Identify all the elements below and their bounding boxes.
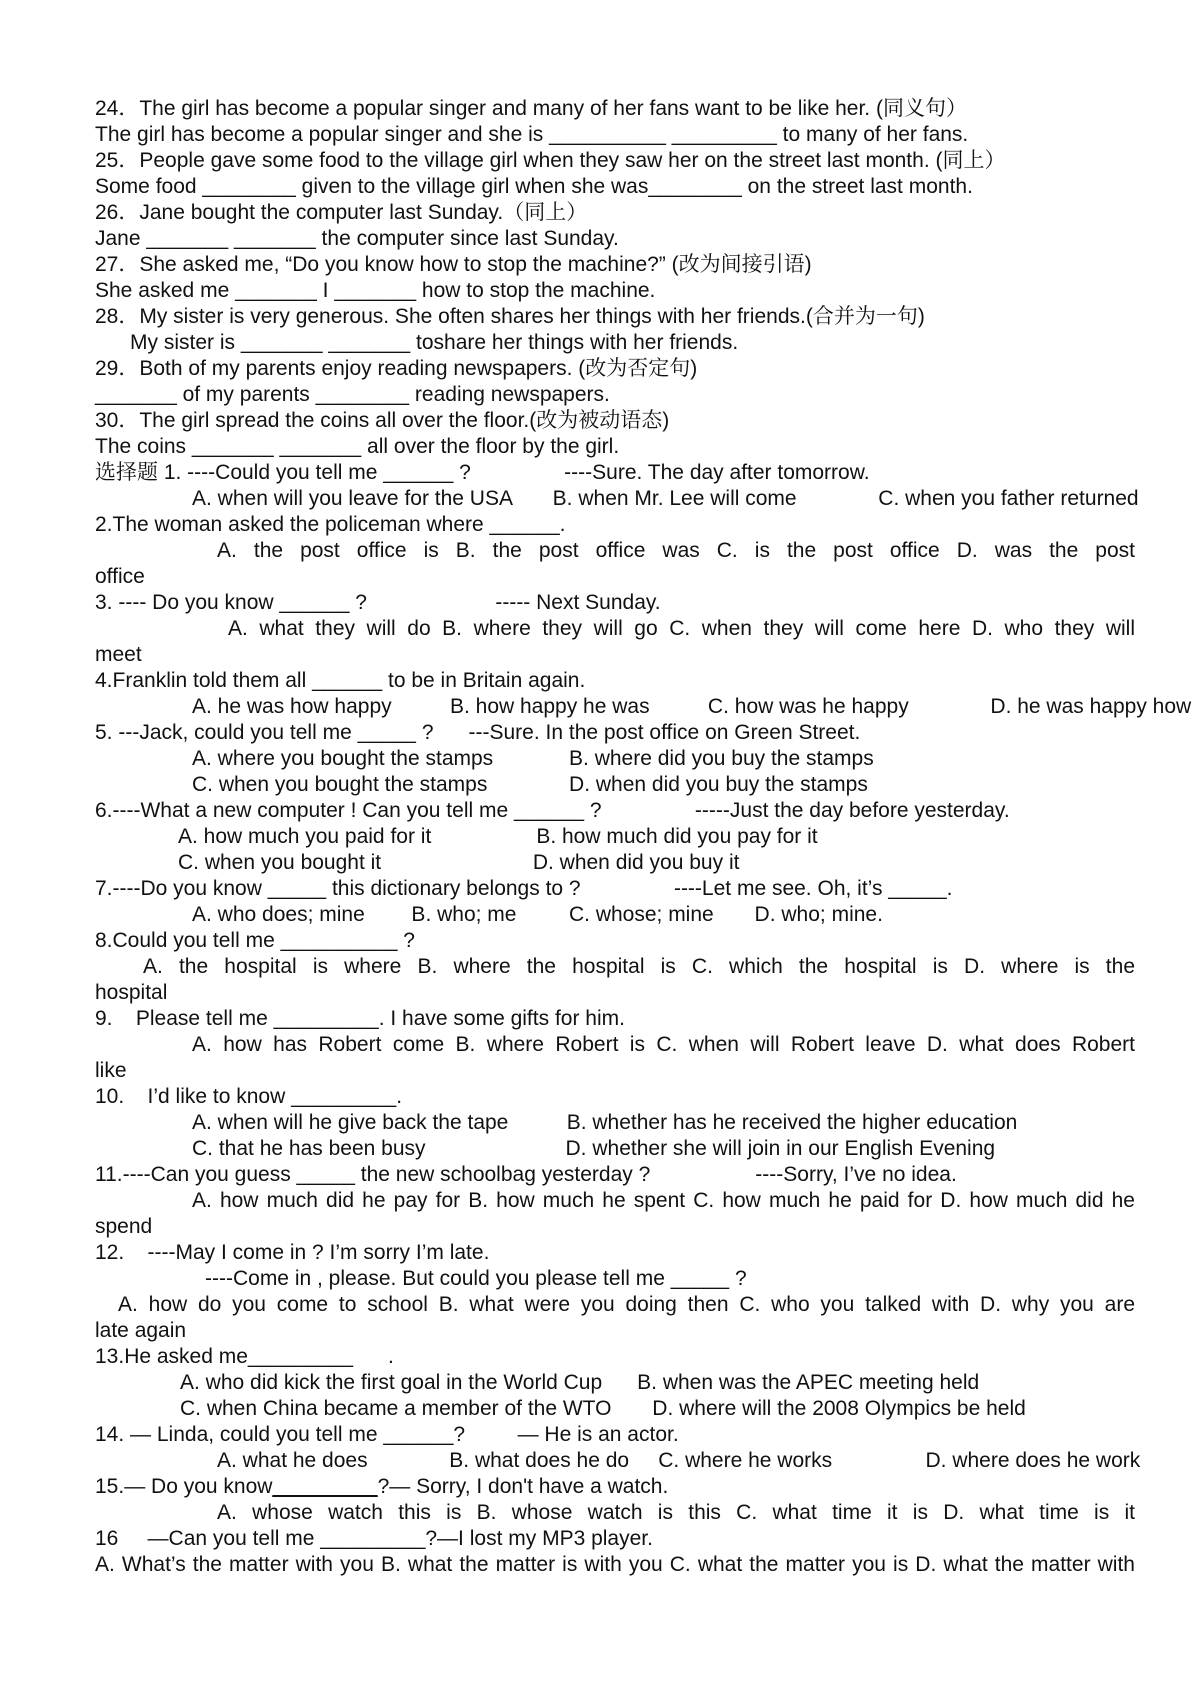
mc-q15-stem	[95, 1474, 668, 1500]
mc-q13-options-row2: C. when China became a member of the WTO D. where will the 2008 Olympics be held	[180, 1397, 1026, 1420]
mc-q7-options: A. who does; mine B. who; me C. whose; mine D. who; mine.	[192, 903, 883, 926]
mc-q10-options-row1: A. when will he give back the tape B. whether has he received the higher education	[192, 1111, 1018, 1134]
mc-q8-stem: 8.Could you tell me __________ ?	[95, 929, 415, 952]
mc-q15-stem-b: ?— Sorry, I don't have a watch.	[377, 1475, 669, 1498]
q27-prompt: 27．She asked me, “Do you know how to stop the machine?” (改为间接引语)	[95, 253, 812, 276]
mc-q15-blank: _________	[272, 1475, 378, 1498]
q28-prompt: 28．My sister is very generous. She often shares her things with her friends.(合并为一句)	[95, 305, 925, 328]
mc-q7-stem: 7.----Do you know _____ this dictionary belongs to ? ----Let me see. Oh, it’s _____.	[95, 877, 953, 900]
mc-q12-stem-line2: ----Come in , please. But could you please tell me _____ ?	[205, 1267, 747, 1290]
q30-prompt: 30．The girl spread the coins all over the floor.(改为被动语态)	[95, 409, 670, 432]
mc-q2-options: A. the post office is B. the post office was C. is the post office D. was the post	[217, 539, 1135, 562]
q25-answer-line: Some food ________ given to the village girl when she was________ on the street last month.	[95, 175, 973, 198]
q29-prompt: 29．Both of my parents enjoy reading newspapers. (改为否定句)	[95, 357, 698, 380]
q29-answer-line: _______ of my parents ________ reading newspapers.	[95, 383, 610, 406]
mc-q9-stem: 9. Please tell me _________. I have some gifts for him.	[95, 1007, 625, 1030]
mc-q13-options-row1: A. who did kick the first goal in the World Cup B. when was the APEC meeting held	[180, 1371, 980, 1394]
mc-q14-options: A. what he does B. what does he do C. where he works D. where does he work	[217, 1449, 1141, 1472]
mc-q11-stem: 11.----Can you guess _____ the new schoolbag yesterday ? ----Sorry, I’ve no idea.	[95, 1163, 957, 1186]
mc-q10-options-row2: C. that he has been busy D. whether she will join in our English Evening	[192, 1137, 996, 1160]
q25-prompt: 25．People gave some food to the village girl when they saw her on the street last month. (同上）	[95, 149, 1006, 172]
mc-q10-stem: 10. I’d like to know _________.	[95, 1085, 403, 1108]
q30-answer-line: The coins _______ _______ all over the floor by the girl.	[95, 435, 620, 458]
mc-q8-options-wrap: hospital	[95, 981, 168, 1004]
mc-q3-stem: 3. ---- Do you know ______ ? ----- Next Sunday.	[95, 591, 661, 614]
mc-q6-options-row2: C. when you bought it D. when did you buy it	[178, 851, 740, 874]
mc-q15-options: A. whose watch this is B. whose watch is this C. what time it is D. what time is it	[217, 1501, 1135, 1524]
mc-q5-options-row2: C. when you bought the stamps D. when did you buy the stamps	[192, 773, 868, 796]
q27-answer-line: She asked me _______ I _______ how to stop the machine.	[95, 279, 656, 302]
mc-q5-options-row1: A. where you bought the stamps B. where did you buy the stamps	[192, 747, 874, 770]
mc-q1-options: A. when will you leave for the USA B. when Mr. Lee will come C. when you father returned	[192, 487, 1139, 510]
mc-q4-options: A. he was how happy B. how happy he was C. how was he happy D. he was happy how	[192, 695, 1192, 718]
mc-q12-options: A. how do you come to school B. what were you doing then C. who you talked with D. why you are	[118, 1293, 1135, 1316]
mc-q6-options-row1: A. how much you paid for it B. how much did you pay for it	[178, 825, 818, 848]
mc-q13-stem: 13.He asked me_________ .	[95, 1345, 394, 1368]
mc-q3-options-wrap: meet	[95, 643, 142, 666]
q26-prompt: 26．Jane bought the computer last Sunday.（同上）	[95, 201, 588, 224]
mc-q1-stem: 选择题 1. ----Could you tell me ______ ? ----Sure. The day after tomorrow.	[95, 461, 870, 484]
mc-q8-options: A. the hospital is where B. where the hospital is C. which the hospital is D. where is the	[143, 955, 1135, 978]
mc-q11-options-wrap: spend	[95, 1215, 153, 1238]
q28-answer-line: My sister is _______ _______ toshare her things with her friends.	[130, 331, 739, 354]
mc-q16-stem: 16 —Can you tell me _________?—I lost my MP3 player.	[95, 1527, 653, 1550]
q24-answer-line: The girl has become a popular singer and she is __________ _________ to many of her fans.	[95, 123, 969, 146]
q24-prompt: 24．The girl has become a popular singer and many of her fans want to be like her. (同义句）	[95, 97, 967, 120]
mc-q2-stem: 2.The woman asked the policeman where ______.	[95, 513, 566, 536]
mc-q5-stem: 5. ---Jack, could you tell me _____ ? ---Sure. In the post office on Green Street.	[95, 721, 861, 744]
mc-q3-options: A. what they will do B. where they will go C. when they will come here D. who they will	[228, 617, 1135, 640]
mc-q12-stem: 12. ----May I come in ? I’m sorry I’m late.	[95, 1241, 490, 1264]
mc-q9-options-wrap: like	[95, 1059, 127, 1082]
mc-q11-options: A. how much did he pay for B. how much he spent C. how much he paid for D. how much did he	[192, 1189, 1135, 1212]
q26-answer-line: Jane _______ _______ the computer since last Sunday.	[95, 227, 619, 250]
mc-q16-options: A. What’s the matter with you B. what the matter is with you C. what the matter you is D. what the matter with	[95, 1553, 1135, 1576]
mc-q12-options-wrap: late again	[95, 1319, 187, 1342]
mc-q14-stem: 14. — Linda, could you tell me ______? — He is an actor.	[95, 1423, 679, 1446]
mc-q4-stem: 4.Franklin told them all ______ to be in Britain again.	[95, 669, 586, 692]
mc-q15-stem-a: 15.— Do you know	[95, 1475, 273, 1498]
mc-q6-stem: 6.----What a new computer ! Can you tell me ______ ? -----Just the day before yesterday.	[95, 799, 1010, 822]
mc-q9-options: A. how has Robert come B. where Robert is C. when will Robert leave D. what does Robert	[192, 1033, 1135, 1056]
mc-q2-options-wrap: office	[95, 565, 145, 588]
